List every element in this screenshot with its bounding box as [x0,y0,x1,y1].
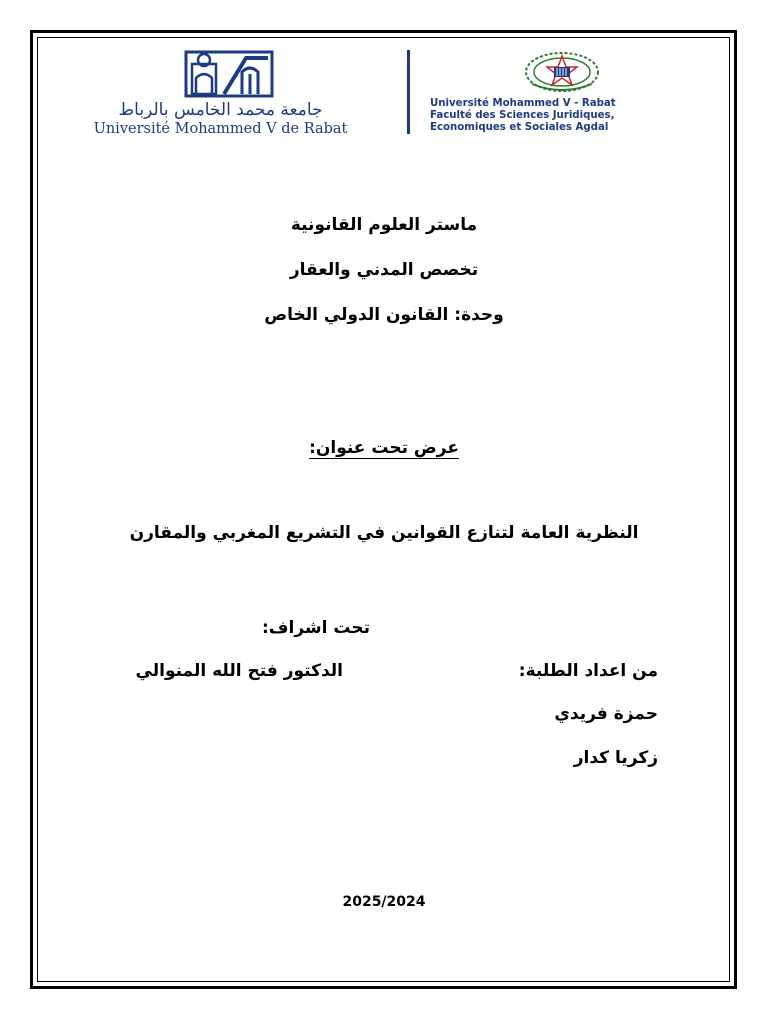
faculty-emblem-icon [522,50,602,94]
faculty-line-1: Université Mohammed V - Rabat [430,98,616,109]
academic-year: 2025/2024 [342,894,426,910]
faculty-line-2: Faculté des Sciences Juridiques, [430,110,615,121]
university-name-arabic: جامعة محمد الخامس بالرباط [118,100,323,120]
page-border-inner [37,37,730,982]
presentation-label: عرض تحت عنوان: [309,438,459,458]
students-label: من اعداد الطلبة: [518,661,658,681]
master-program: ماستر العلوم القانونية [290,215,478,235]
logo-divider [407,50,410,134]
presentation-title: النظرية العامة لتنازع القوانين في التشريع المغربي والمقارن [129,523,639,543]
university-name-french: Université Mohammed V de Rabat [93,121,348,137]
faculty-logo [420,50,720,140]
student-name: زكريا كدار [573,748,658,768]
module: وحدة: القانون الدولي الخاص [264,305,504,325]
student-name: حمزة فريدي [554,704,658,724]
supervision-label: تحت اشراف: [261,618,370,638]
supervisor-name: الدكتور فتح الله المنوالي [135,661,343,681]
university-logo [58,50,398,140]
university-emblem-icon [184,50,274,100]
faculty-line-3: Economiques et Sociales Agdal [430,122,609,133]
specialty: تخصص المدني والعقار [289,260,479,280]
